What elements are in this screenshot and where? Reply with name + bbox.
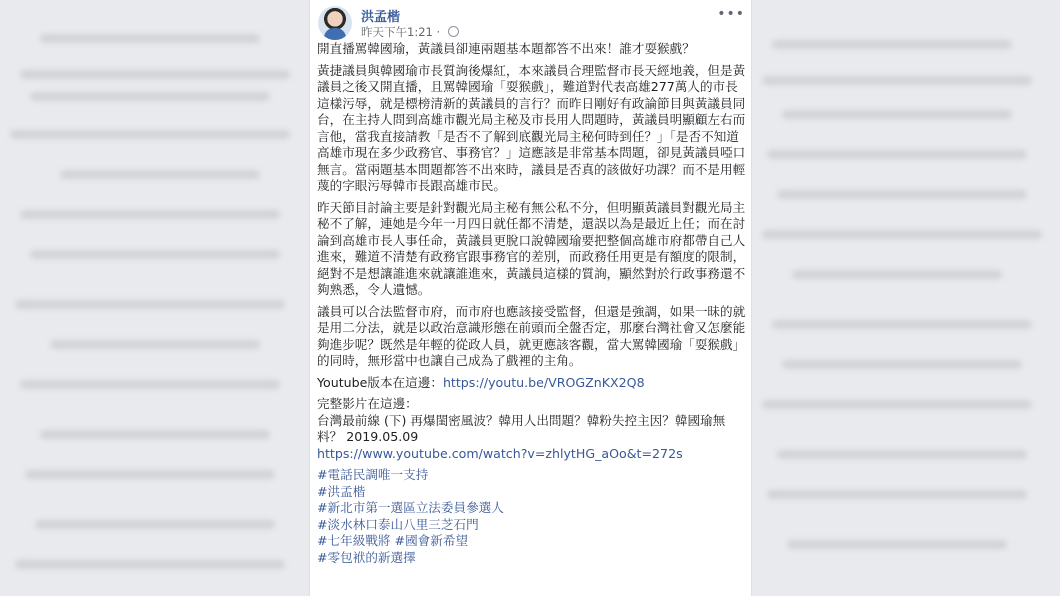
post-headline: 開直播罵韓國瑜，黃議員卻連兩題基本題都答不出來！誰才耍猴戲？ (317, 41, 695, 56)
hashtag[interactable]: #洪孟楷 (317, 483, 366, 499)
full-video-link[interactable]: https://www.youtube.com/watch?v=zhlytHG_aOo&t=272s (317, 445, 683, 461)
hashtag[interactable]: #七年級戰將 #國會新希望 (317, 533, 469, 548)
post-paragraph: 議員可以合法監督市府，而市府也應該接受監督，但還是強調，如果一昧的就是用二分法，就是以政治意識形態在前頭而全盤否定，那麼台灣社會又怎麼能夠進步呢？既然是年輕的從政人員，就更應該客觀，當大罵韓國瑜「耍猴戲」的同時，無形當中也讓自己成為了戲裡的主角。 (317, 303, 746, 368)
blurred-background-left (0, 0, 309, 596)
facebook-post (309, 0, 752, 596)
more-options-icon[interactable]: ••• (717, 6, 745, 22)
youtube-link[interactable]: https://youtu.be/VROGZnKX2Q8 (442, 374, 645, 390)
full-video-block (317, 396, 747, 462)
post-timestamp[interactable]: 昨天下午1:21 · (361, 25, 444, 39)
full-video-title: 台灣最前線 (下) 再爆閨密風波？韓用人出問題？韓粉失控主因？韓國瑜無料？ 2019.05.09 (317, 412, 726, 444)
author-avatar[interactable] (318, 6, 352, 40)
full-video-label: 完整影片在這邊： (317, 396, 418, 411)
youtube-prefix: Youtube版本在這邊： (317, 374, 443, 390)
author-name[interactable]: 洪孟楷 (361, 10, 401, 25)
post-paragraph: 黃捷議員與韓國瑜市長質詢後爆紅，本來議員合理監督市長天經地義，但是黃議員之後又開直播，且罵韓國瑜「耍猴戲」，難道對代表高雄277萬人的市長這樣污辱，就是標榜清新的黃議員的言行？而昨日剛好有政論節目與黃議員同台，在主持人問到高雄市觀光局主秘及市長用人問題時，黃議員明顯顧左右而言他，當我直接請教「是否不了解到底觀光局主秘何時到任？」「是否不知道高雄市現在多少政務官、事務官？」這應該是非常基本問題，卻見黃議員啞口無言。當兩題基本問題都答不出來時，議員是否真的該做好功課？而不是用輕蔑的字眼污辱韓市長跟高雄市民。 (317, 62, 746, 193)
globe-icon (448, 26, 459, 37)
blurred-background-right (752, 0, 1060, 596)
post-meta (361, 24, 459, 40)
hashtag-list (317, 467, 747, 566)
hashtag[interactable]: #零包袱的新選擇 (317, 549, 416, 565)
post-content (317, 41, 747, 566)
hashtag[interactable]: #淡水林口泰山八里三芝石門 (317, 516, 479, 532)
youtube-line (317, 375, 747, 392)
hashtag[interactable]: #電話民調唯一支持 (317, 467, 429, 482)
hashtag[interactable]: #新北市第一選區立法委員參選人 (317, 500, 504, 515)
post-paragraph: 昨天節目討論主要是針對觀光局主秘有無公私不分，但明顯黃議員對觀光局主秘不了解，連她是今年一月四日就任都不清楚，還誤以為是最近上任；而在討論到高雄市長人事任命，黃議員更脫口說韓國瑜要把整個高雄市府都帶自己人進來，難道不清楚有政務官跟事務官的差別，而政務任用更是有額度的限制，絕對不是想讓誰進來就讓誰進來，黃議員這樣的質詢，顯然對於行政事務還不夠熟悉，令人遺憾。 (317, 199, 746, 297)
